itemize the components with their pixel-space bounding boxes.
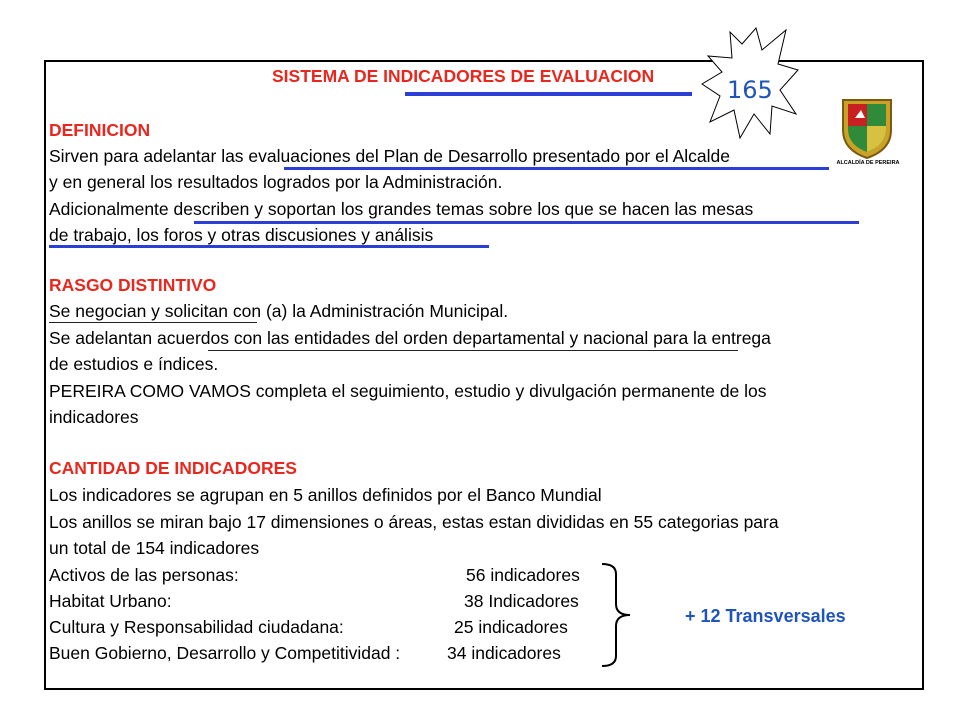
ring-name: Cultura y Responsabilidad ciudadana: xyxy=(49,617,344,637)
curly-brace-icon xyxy=(598,560,638,670)
definicion-line: y en general los resultados logrados por la Administración. xyxy=(49,172,503,192)
ring-count: 38 Indicadores xyxy=(464,591,579,611)
rasgo-line: indicadores xyxy=(49,407,139,427)
rasgo-line: Se negocian y solicitan con (a) la Administración Municipal. xyxy=(49,301,509,321)
title-underline xyxy=(405,92,692,96)
rasgo-line: de estudios e índices. xyxy=(49,354,219,374)
cantidad-line: Los indicadores se agrupan en 5 anillos definidos por el Banco Mundial xyxy=(49,485,602,505)
ring-count: 25 indicadores xyxy=(454,617,568,637)
underline-temas xyxy=(194,221,859,224)
transversales-note: + 12 Transversales xyxy=(685,606,846,626)
cantidad-line: Los anillos se miran bajo 17 dimensiones o áreas, estas estan divididas en 55 categorias para xyxy=(49,512,779,532)
underline-acuerdos xyxy=(208,350,738,351)
rasgo-heading: RASGO DISTINTIVO xyxy=(49,275,217,295)
rasgo-line: PEREIRA COMO VAMOS completa el seguimiento, estudio y divulgación permanente de los xyxy=(49,381,767,401)
cantidad-line: un total de 154 indicadores xyxy=(49,538,260,558)
ring-count: 56 indicadores xyxy=(466,565,580,585)
ring-name: Activos de las personas: xyxy=(49,565,239,585)
definicion-heading: DEFINICION xyxy=(49,120,151,140)
underline-trabajo xyxy=(49,245,489,248)
ring-name: Habitat Urbano: xyxy=(49,591,172,611)
cantidad-heading: CANTIDAD DE INDICADORES xyxy=(49,458,297,478)
ring-count: 34 indicadores xyxy=(447,643,561,663)
page-title: SISTEMA DE INDICADORES DE EVALUACION xyxy=(272,66,655,86)
definicion-line: Adicionalmente describen y soportan los grandes temas sobre los que se hacen las mesas xyxy=(49,199,754,219)
underline-plan xyxy=(284,167,829,170)
ring-name: Buen Gobierno, Desarrollo y Competitividad : xyxy=(49,643,401,663)
rasgo-line: Se adelantan acuerdos con las entidades del orden departamental y nacional para la entrega xyxy=(49,328,771,348)
underline-negocian xyxy=(49,322,257,323)
definicion-line: de trabajo, los foros y otras discusiones y análisis xyxy=(49,225,434,245)
logo-caption: ALCALDÍA DE PEREIRA xyxy=(836,160,900,166)
definicion-line: Sirven para adelantar las evaluaciones del Plan de Desarrollo presentado por el Alcalde xyxy=(49,146,730,166)
alcaldia-logo xyxy=(835,96,903,166)
badge-number: 165 xyxy=(727,76,773,104)
